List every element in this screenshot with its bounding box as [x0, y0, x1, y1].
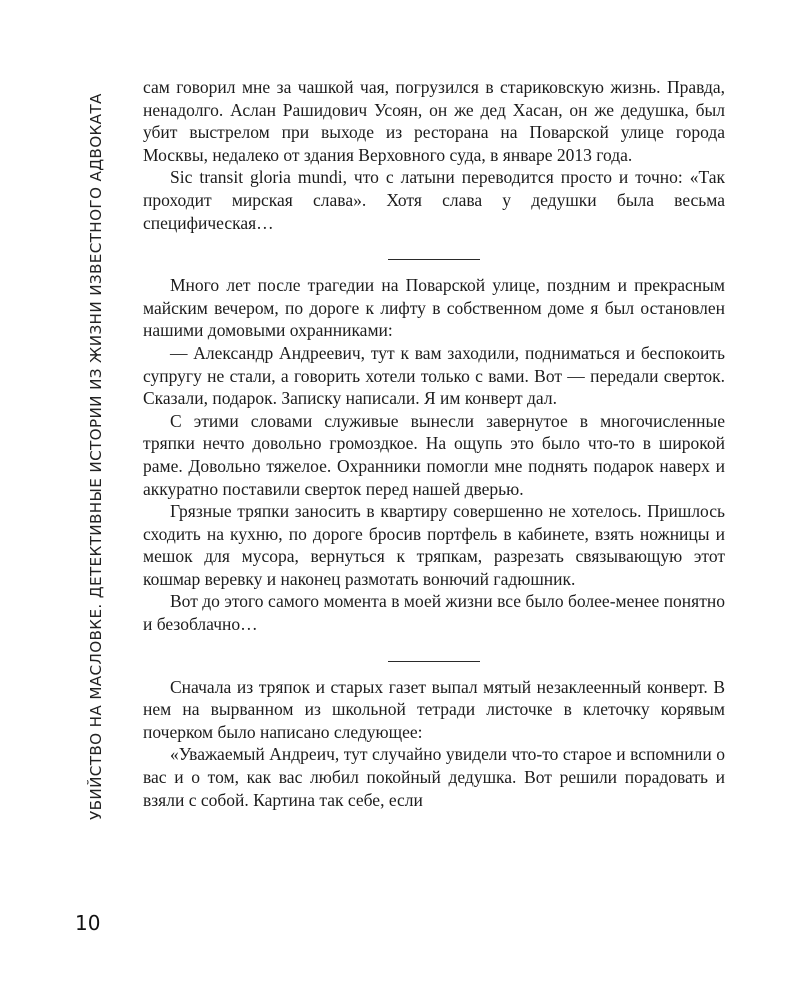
body-text	[143, 76, 725, 811]
section-divider	[388, 661, 480, 662]
paragraph: «Уважаемый Андреич, тут случайно увидели что-то старое и вспомнили о вас и о том, как вас любил покойный дедушка. Вот решили порадовать и взяли с собой. Картина так себе, если	[143, 744, 725, 810]
paragraph: С этими словами служивые вынесли завернутое в многочисленные тряпки нечто довольно громоздкое. На ощупь это было что-то в широкой раме. Довольно тяжелое. Охранники помогли мне поднять подарок наверх и аккуратно поставили сверток перед нашей дверью.	[143, 410, 725, 499]
paragraph: — Александр Андреевич, тут к вам заходили, подниматься и беспокоить супругу не стали, а говорить хотели только с вами. Вот — передали сверток. Сказали, подарок. Записку написали. Я им конверт дал.	[143, 342, 725, 409]
paragraph: Грязные тряпки заносить в квартиру совершенно не хотелось. Пришлось сходить на кухню, по дороге бросив портфель в кабинете, взять ножницы и мешок для мусора, вернуться к тряпкам, разрезать связывающую этот кошмар веревку и наконец размотать вонючий гадюшник.	[143, 501, 725, 589]
paragraph: сам говорил мне за чашкой чая, погрузился в стариковскую жизнь. Правда, ненадолго. Аслан Рашидович Усоян, он же дед Хасан, он же дедушка, был убит выстрелом при выходе из ресторана на Поварской улице города Москвы, недалеко от здания Верховного суда, в январе 2013 года.	[143, 77, 725, 165]
paragraph: Sic transit gloria mundi, что с латыни переводится просто и точно: «Так проходит мирская слава». Хотя слава у дедушки была весьма специфическая…	[143, 167, 725, 233]
paragraph: Много лет после трагедии на Поварской улице, поздним и прекрасным майским вечером, по дороге к лифту в собственном доме я был остановлен нашими домовыми охранниками:	[143, 275, 725, 341]
page-number: 10	[75, 911, 101, 935]
section-divider	[388, 259, 480, 260]
paragraph: Вот до этого самого момента в моей жизни все было более-менее понятно и безоблачно…	[143, 591, 725, 635]
paragraph: Сначала из тряпок и старых газет выпал мятый незаклеенный конверт. В нем на вырванном из школьной тетради листочке в клеточку корявым почерком было написано следующее:	[143, 676, 725, 742]
side-running-title: УБИЙСТВО НА МАСЛОВКЕ. ДЕТЕКТИВНЫЕ ИСТОРИИ ИЗ ЖИЗНИ ИЗВЕСТНОГО АДВОКАТА	[87, 93, 105, 820]
